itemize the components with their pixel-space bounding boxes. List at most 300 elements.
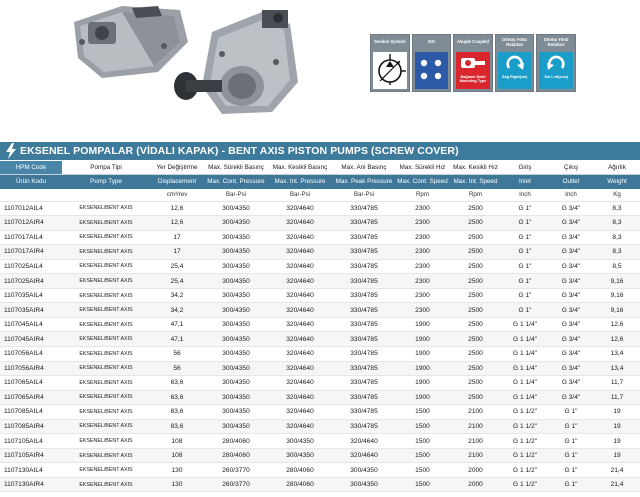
int-speed-cell: 2500: [449, 361, 502, 376]
displacement-cell: 83,6: [150, 405, 204, 420]
displacement-cell: 130: [150, 477, 204, 492]
displacement-cell: 25,4: [150, 259, 204, 274]
cont-speed-cell: 2300: [396, 259, 449, 274]
displacement-cell: 56: [150, 361, 204, 376]
product-code-cell: 1107017AIL4: [0, 230, 62, 245]
symbol-heading: ISO: [427, 39, 435, 45]
inlet-cell: G 1 1/2": [502, 405, 548, 420]
outlet-cell: G 3/4": [548, 332, 594, 347]
inlet-cell: G 1": [502, 201, 548, 216]
column-header: Displacement: [150, 174, 204, 189]
int-pressure-cell: 320/4640: [268, 332, 332, 347]
table-row: [0, 434, 640, 449]
int-pressure-cell: 320/4640: [268, 361, 332, 376]
cont-speed-cell: 1500: [396, 434, 449, 449]
table-row: [0, 245, 640, 260]
cont-pressure-cell: 300/4350: [204, 303, 268, 318]
cont-speed-cell: 1900: [396, 361, 449, 376]
table-row: [0, 259, 640, 274]
int-pressure-cell: 300/4350: [268, 434, 332, 449]
peak-pressure-cell: 330/4785: [332, 376, 396, 391]
int-pressure-cell: 280/4060: [268, 477, 332, 492]
displacement-cell: 34,2: [150, 288, 204, 303]
displacement-cell: 108: [150, 448, 204, 463]
pump-type-cell: EKSENEL/BENT AXIS: [62, 245, 150, 260]
section-title-bar: [0, 142, 640, 160]
peak-pressure-cell: 300/4350: [332, 477, 396, 492]
cont-speed-cell: 1900: [396, 346, 449, 361]
cont-pressure-cell: 280/4060: [204, 434, 268, 449]
pump-type-cell: EKSENEL/BENT AXIS: [62, 288, 150, 303]
table-row: [0, 303, 640, 318]
int-speed-cell: 2100: [449, 434, 502, 449]
weight-cell: 21,4: [594, 477, 640, 492]
table-row: [0, 448, 640, 463]
int-pressure-cell: 320/4640: [268, 201, 332, 216]
int-speed-cell: 2500: [449, 376, 502, 391]
weight-cell: 19: [594, 448, 640, 463]
peak-pressure-cell: 330/4785: [332, 288, 396, 303]
unit-cell: Rpm: [449, 189, 502, 201]
product-code-cell: 1107045AIR4: [0, 332, 62, 347]
cont-speed-cell: 1500: [396, 477, 449, 492]
int-pressure-cell: 320/4640: [268, 230, 332, 245]
product-code-cell: 1107085AIL4: [0, 405, 62, 420]
peak-pressure-cell: 330/4785: [332, 201, 396, 216]
table-row: [0, 332, 640, 347]
int-speed-cell: 2500: [449, 245, 502, 260]
inlet-cell: G 1 1/2": [502, 477, 548, 492]
symbol-caption: Sol Left(ccw): [544, 75, 568, 79]
inlet-cell: G 1 1/4": [502, 346, 548, 361]
pump-type-cell: EKSENEL/BENT AXIS: [62, 332, 150, 347]
displacement-cell: 17: [150, 230, 204, 245]
peak-pressure-cell: 330/4785: [332, 419, 396, 434]
weight-cell: 19: [594, 419, 640, 434]
symbol-card-rotation-right: [495, 34, 535, 92]
table-row: [0, 477, 640, 492]
cont-speed-cell: 1900: [396, 332, 449, 347]
inlet-cell: G 1": [502, 259, 548, 274]
int-pressure-cell: 320/4640: [268, 405, 332, 420]
header-row-english: [0, 174, 640, 189]
product-code-cell: 1107035AIL4: [0, 288, 62, 303]
weight-cell: 19: [594, 434, 640, 449]
int-speed-cell: 2000: [449, 477, 502, 492]
unit-cell: Bar-Psi: [268, 189, 332, 201]
cont-speed-cell: 2300: [396, 303, 449, 318]
column-header: Inlet: [502, 174, 548, 189]
symbol-card-rotation-left: [536, 34, 576, 92]
int-speed-cell: 2500: [449, 288, 502, 303]
product-spec-table: [0, 161, 640, 492]
unit-cell: cm³/rev: [150, 189, 204, 201]
weight-cell: 21,4: [594, 463, 640, 478]
peak-pressure-cell: 330/4785: [332, 259, 396, 274]
pump-type-cell: EKSENEL/BENT AXIS: [62, 376, 150, 391]
pump-type-cell: EKSENEL/BENT AXIS: [62, 216, 150, 231]
pump-type-cell: EKSENEL/BENT AXIS: [62, 405, 150, 420]
peak-pressure-cell: 320/4640: [332, 448, 396, 463]
int-pressure-cell: 320/4640: [268, 245, 332, 260]
cont-pressure-cell: 300/4350: [204, 245, 268, 260]
peak-pressure-cell: 330/4785: [332, 317, 396, 332]
int-pressure-cell: 320/4640: [268, 303, 332, 318]
outlet-cell: G 3/4": [548, 201, 594, 216]
int-pressure-cell: 320/4640: [268, 317, 332, 332]
column-header: Çıkış: [548, 161, 594, 174]
inlet-cell: G 1": [502, 274, 548, 289]
inlet-cell: G 1 1/4": [502, 376, 548, 391]
displacement-cell: 108: [150, 434, 204, 449]
cont-pressure-cell: 280/4060: [204, 448, 268, 463]
column-header: HPM Code: [0, 161, 62, 174]
weight-cell: 9,16: [594, 288, 640, 303]
int-speed-cell: 2500: [449, 317, 502, 332]
symbol-caption: Sağ Right(cw): [501, 75, 528, 79]
pump-type-cell: EKSENEL/BENT AXIS: [62, 317, 150, 332]
int-speed-cell: 2500: [449, 274, 502, 289]
int-pressure-cell: 320/4640: [268, 288, 332, 303]
displacement-cell: 83,6: [150, 419, 204, 434]
peak-pressure-cell: 330/4785: [332, 230, 396, 245]
symbol-caption: Bağlantı Şekli Mounting Type: [459, 75, 487, 84]
product-code-cell: 1107085AIR4: [0, 419, 62, 434]
cont-speed-cell: 1900: [396, 390, 449, 405]
symbol-heading: Dönüş Yönü Rotation: [502, 36, 527, 47]
outlet-cell: G 3/4": [548, 376, 594, 391]
unit-cell: Bar-Psi: [204, 189, 268, 201]
pump-type-cell: EKSENEL/BENT AXIS: [62, 463, 150, 478]
cont-speed-cell: 1900: [396, 317, 449, 332]
weight-cell: 11,7: [594, 390, 640, 405]
peak-pressure-cell: 330/4785: [332, 274, 396, 289]
outlet-cell: G 1": [548, 463, 594, 478]
product-code-cell: 1107012AIR4: [0, 216, 62, 231]
displacement-cell: 25,4: [150, 274, 204, 289]
column-header: Max. Int. Speed: [449, 174, 502, 189]
hydraulic-pump-symbol-icon: [373, 52, 407, 86]
table-row: [0, 230, 640, 245]
product-code-cell: 1107105AIL4: [0, 434, 62, 449]
peak-pressure-cell: 330/4785: [332, 346, 396, 361]
lightning-bolt-icon: [4, 143, 18, 159]
pump-type-cell: EKSENEL/BENT AXIS: [62, 477, 150, 492]
unit-cell: Inch: [548, 189, 594, 201]
pump-type-cell: EKSENEL/BENT AXIS: [62, 230, 150, 245]
unit-cell: Rpm: [396, 189, 449, 201]
outlet-cell: G 1": [548, 419, 594, 434]
product-code-cell: 1107017AIR4: [0, 245, 62, 260]
int-pressure-cell: 320/4640: [268, 346, 332, 361]
outlet-cell: G 3/4": [548, 346, 594, 361]
int-pressure-cell: 300/4350: [268, 448, 332, 463]
outlet-cell: G 3/4": [548, 274, 594, 289]
int-pressure-cell: 320/4640: [268, 274, 332, 289]
column-header: Giriş: [502, 161, 548, 174]
cont-speed-cell: 2300: [396, 245, 449, 260]
weight-cell: 11,7: [594, 376, 640, 391]
inlet-cell: G 1 1/4": [502, 317, 548, 332]
cont-pressure-cell: 300/4350: [204, 317, 268, 332]
displacement-cell: 63,6: [150, 376, 204, 391]
int-speed-cell: 2500: [449, 201, 502, 216]
cont-pressure-cell: 260/3770: [204, 477, 268, 492]
inlet-cell: G 1 1/2": [502, 463, 548, 478]
unit-cell: Bar-Psi: [332, 189, 396, 201]
product-header: [0, 0, 640, 140]
int-speed-cell: 2500: [449, 259, 502, 274]
weight-cell: 8,3: [594, 216, 640, 231]
displacement-cell: 12,6: [150, 201, 204, 216]
int-speed-cell: 2500: [449, 332, 502, 347]
cont-pressure-cell: 300/4350: [204, 274, 268, 289]
outlet-cell: G 3/4": [548, 259, 594, 274]
unit-cell: [0, 189, 62, 201]
cont-pressure-cell: 300/4350: [204, 405, 268, 420]
cont-pressure-cell: 300/4350: [204, 390, 268, 405]
rotation-right-icon: [498, 52, 532, 74]
inlet-cell: G 1 1/4": [502, 390, 548, 405]
section-title: EKSENEL POMPALAR (VİDALI KAPAK) - BENT AXIS PISTON PUMPS (SCREW COVER): [20, 145, 459, 157]
pump-type-cell: EKSENEL/BENT AXIS: [62, 390, 150, 405]
peak-pressure-cell: 300/4350: [332, 463, 396, 478]
int-speed-cell: 2100: [449, 405, 502, 420]
column-header: Ürün Kodu: [0, 174, 62, 189]
cont-pressure-cell: 300/4350: [204, 230, 268, 245]
symbol-heading: Sembol Symbol: [374, 39, 406, 45]
peak-pressure-cell: 320/4640: [332, 434, 396, 449]
product-code-cell: 1107130AIL4: [0, 463, 62, 478]
units-row: [0, 189, 640, 201]
int-speed-cell: 2100: [449, 448, 502, 463]
int-pressure-cell: 320/4640: [268, 419, 332, 434]
inlet-cell: G 1 1/4": [502, 332, 548, 347]
rotation-left-icon: [539, 52, 573, 74]
symbol-heading: Akuple Coupled: [457, 39, 489, 45]
product-code-cell: 1107056AIL4: [0, 346, 62, 361]
cont-pressure-cell: 300/4350: [204, 216, 268, 231]
cont-pressure-cell: 300/4350: [204, 259, 268, 274]
int-speed-cell: 2500: [449, 230, 502, 245]
product-code-cell: 1107025AIR4: [0, 274, 62, 289]
int-pressure-cell: 320/4640: [268, 390, 332, 405]
weight-cell: 13,4: [594, 361, 640, 376]
cont-speed-cell: 2300: [396, 230, 449, 245]
product-code-cell: 1107045AIL4: [0, 317, 62, 332]
column-header: Max. Kesikli Basınç: [268, 161, 332, 174]
int-pressure-cell: 320/4640: [268, 259, 332, 274]
symbol-legend: [370, 34, 576, 92]
weight-cell: 9,16: [594, 303, 640, 318]
column-header: Max. Cont. Pressure: [204, 174, 268, 189]
peak-pressure-cell: 330/4785: [332, 303, 396, 318]
pump-image-right: [174, 10, 298, 114]
unit-cell: Kg: [594, 189, 640, 201]
peak-pressure-cell: 330/4785: [332, 216, 396, 231]
pump-type-cell: EKSENEL/BENT AXIS: [62, 201, 150, 216]
product-code-cell: 1107012AIL4: [0, 201, 62, 216]
cont-pressure-cell: 260/3770: [204, 463, 268, 478]
column-header: Pompa Tipi: [62, 161, 150, 174]
symbol-heading: Dönüş Yönü Rotation: [543, 36, 569, 47]
inlet-cell: G 1": [502, 230, 548, 245]
unit-cell: [62, 189, 150, 201]
product-code-cell: 1107130AIR4: [0, 477, 62, 492]
inlet-cell: G 1 1/2": [502, 434, 548, 449]
unit-cell: Inch: [502, 189, 548, 201]
column-header: Max. Cont. Speed: [396, 174, 449, 189]
column-header: Yer Değiştirme: [150, 161, 204, 174]
header-row-turkish: [0, 161, 640, 174]
weight-cell: 8,3: [594, 230, 640, 245]
table-body: [0, 201, 640, 492]
outlet-cell: G 1": [548, 434, 594, 449]
symbol-card-iso: [412, 34, 452, 92]
cont-speed-cell: 1500: [396, 463, 449, 478]
inlet-cell: G 1 1/2": [502, 448, 548, 463]
pump-product-photo: [62, 2, 318, 124]
outlet-cell: G 1": [548, 477, 594, 492]
outlet-cell: G 3/4": [548, 216, 594, 231]
peak-pressure-cell: 330/4785: [332, 361, 396, 376]
int-pressure-cell: 320/4640: [268, 376, 332, 391]
inlet-cell: G 1": [502, 303, 548, 318]
weight-cell: 12,6: [594, 317, 640, 332]
column-header: Max. Sürekli Hız: [396, 161, 449, 174]
weight-cell: 12,6: [594, 332, 640, 347]
outlet-cell: G 3/4": [548, 245, 594, 260]
table-row: [0, 288, 640, 303]
inlet-cell: G 1 1/4": [502, 361, 548, 376]
product-code-cell: 1107035AIR4: [0, 303, 62, 318]
int-speed-cell: 2100: [449, 419, 502, 434]
table-row: [0, 274, 640, 289]
table-row: [0, 419, 640, 434]
outlet-cell: G 3/4": [548, 230, 594, 245]
peak-pressure-cell: 330/4785: [332, 405, 396, 420]
weight-cell: 8,3: [594, 201, 640, 216]
table-row: [0, 201, 640, 216]
column-header: Max. Ani Basınç: [332, 161, 396, 174]
outlet-cell: G 3/4": [548, 361, 594, 376]
int-pressure-cell: 320/4640: [268, 216, 332, 231]
iso-four-hole-flange-icon: [414, 52, 448, 86]
column-header: Outlet: [548, 174, 594, 189]
table-row: [0, 463, 640, 478]
inlet-cell: G 1": [502, 216, 548, 231]
displacement-cell: 56: [150, 346, 204, 361]
column-header: Max. Sürekli Basınç: [204, 161, 268, 174]
pump-type-cell: EKSENEL/BENT AXIS: [62, 448, 150, 463]
cont-speed-cell: 2300: [396, 201, 449, 216]
product-code-cell: 1107065AIR4: [0, 390, 62, 405]
cont-pressure-cell: 300/4350: [204, 376, 268, 391]
product-code-cell: 1107105AIR4: [0, 448, 62, 463]
int-pressure-cell: 280/4060: [268, 463, 332, 478]
cont-speed-cell: 2300: [396, 216, 449, 231]
column-header: Ağırlık: [594, 161, 640, 174]
inlet-cell: G 1": [502, 288, 548, 303]
pump-image-left: [74, 6, 188, 78]
symbol-card-coupled: [453, 34, 493, 92]
column-header: Max. Int. Pressure: [268, 174, 332, 189]
int-speed-cell: 2500: [449, 346, 502, 361]
displacement-cell: 130: [150, 463, 204, 478]
pump-type-cell: EKSENEL/BENT AXIS: [62, 419, 150, 434]
displacement-cell: 34,2: [150, 303, 204, 318]
table-row: [0, 361, 640, 376]
peak-pressure-cell: 330/4785: [332, 245, 396, 260]
displacement-cell: 47,1: [150, 317, 204, 332]
outlet-cell: G 3/4": [548, 317, 594, 332]
table-row: [0, 376, 640, 391]
cont-pressure-cell: 300/4350: [204, 346, 268, 361]
peak-pressure-cell: 330/4785: [332, 390, 396, 405]
cont-speed-cell: 2300: [396, 274, 449, 289]
outlet-cell: G 1": [548, 405, 594, 420]
column-header: Max. Peak Pressure: [332, 174, 396, 189]
cont-speed-cell: 2300: [396, 288, 449, 303]
product-code-cell: 1107056AIR4: [0, 361, 62, 376]
column-header: Weight: [594, 174, 640, 189]
inlet-cell: G 1": [502, 245, 548, 260]
symbol-card-symbol: [370, 34, 410, 92]
column-header: Pump Type: [62, 174, 150, 189]
cont-pressure-cell: 300/4350: [204, 201, 268, 216]
coupling-icon: [456, 52, 490, 74]
cont-pressure-cell: 300/4350: [204, 288, 268, 303]
displacement-cell: 12,6: [150, 216, 204, 231]
pump-type-cell: EKSENEL/BENT AXIS: [62, 274, 150, 289]
int-speed-cell: 2000: [449, 463, 502, 478]
displacement-cell: 17: [150, 245, 204, 260]
table-row: [0, 390, 640, 405]
weight-cell: 9,16: [594, 274, 640, 289]
cont-speed-cell: 1500: [396, 419, 449, 434]
peak-pressure-cell: 330/4785: [332, 332, 396, 347]
pump-type-cell: EKSENEL/BENT AXIS: [62, 434, 150, 449]
table-row: [0, 405, 640, 420]
cont-pressure-cell: 300/4350: [204, 332, 268, 347]
table-row: [0, 317, 640, 332]
cont-pressure-cell: 300/4350: [204, 419, 268, 434]
outlet-cell: G 3/4": [548, 288, 594, 303]
column-header: Max. Kesikli Hız: [449, 161, 502, 174]
cont-pressure-cell: 300/4350: [204, 361, 268, 376]
pump-type-cell: EKSENEL/BENT AXIS: [62, 259, 150, 274]
outlet-cell: G 3/4": [548, 303, 594, 318]
cont-speed-cell: 1900: [396, 376, 449, 391]
weight-cell: 8,3: [594, 245, 640, 260]
product-code-cell: 1107025AIL4: [0, 259, 62, 274]
cont-speed-cell: 1500: [396, 448, 449, 463]
weight-cell: 13,4: [594, 346, 640, 361]
inlet-cell: G 1 1/2": [502, 419, 548, 434]
cont-speed-cell: 1500: [396, 405, 449, 420]
table-row: [0, 216, 640, 231]
outlet-cell: G 3/4": [548, 390, 594, 405]
int-speed-cell: 2500: [449, 303, 502, 318]
weight-cell: 19: [594, 405, 640, 420]
product-code-cell: 1107065AIL4: [0, 376, 62, 391]
pump-type-cell: EKSENEL/BENT AXIS: [62, 303, 150, 318]
outlet-cell: G 1": [548, 448, 594, 463]
int-speed-cell: 2500: [449, 216, 502, 231]
table-row: [0, 346, 640, 361]
displacement-cell: 63,6: [150, 390, 204, 405]
pump-type-cell: EKSENEL/BENT AXIS: [62, 361, 150, 376]
